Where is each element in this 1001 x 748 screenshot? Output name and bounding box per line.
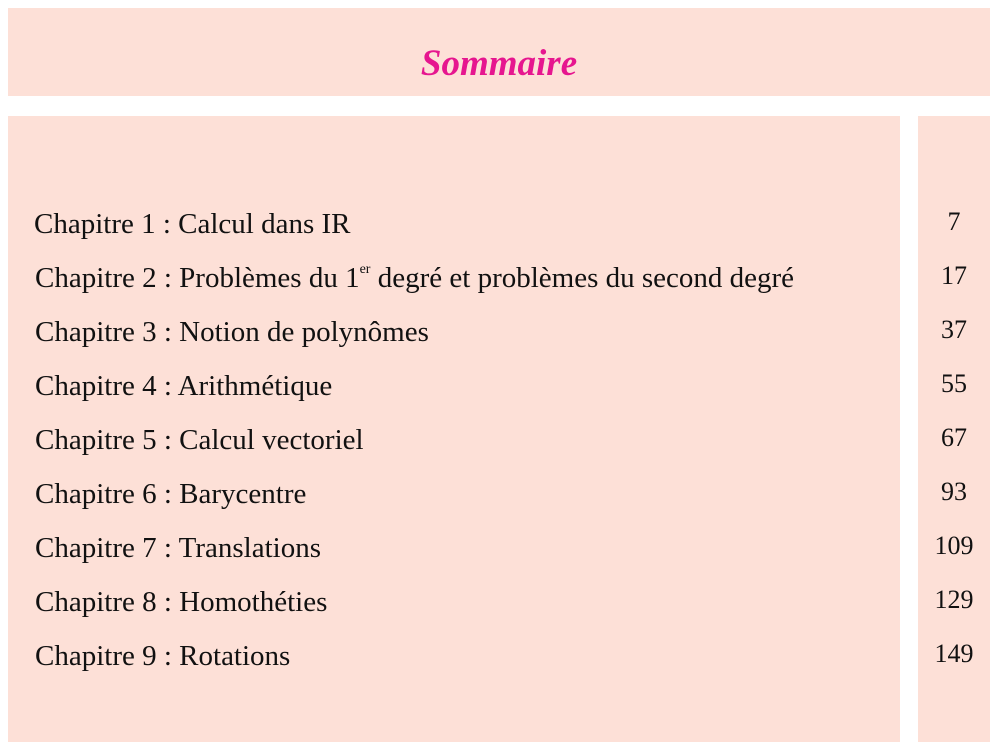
chapter-title-part: Chapitre 2 : Problèmes du 1: [35, 262, 360, 294]
page-number: 7: [947, 207, 961, 236]
page-number: 17: [941, 261, 967, 290]
page-title: Sommaire: [420, 43, 578, 84]
superscript: er: [359, 262, 371, 277]
chapter-title: Chapitre 4 : Arithmétique: [35, 370, 333, 402]
page-number: 37: [941, 315, 967, 344]
chapter-title: [35, 258, 794, 298]
chapter-title: Chapitre 9 : Rotations: [35, 640, 291, 672]
chapter-title: Chapitre 1 : Calcul dans IR: [34, 208, 351, 240]
chapter-title: Chapitre 3 : Notion de polynômes: [35, 316, 429, 348]
chapter-title: Chapitre 5 : Calcul vectoriel: [35, 424, 364, 456]
title-band: [8, 8, 990, 96]
page-number: 109: [934, 531, 974, 560]
page-number: 129: [934, 585, 974, 614]
toc-panel: [8, 116, 900, 742]
page-number: 67: [941, 423, 967, 452]
chapter-title: Chapitre 7 : Translations: [35, 532, 321, 564]
page-number: 149: [934, 639, 974, 668]
chapter-title: Chapitre 8 : Homothéties: [35, 586, 328, 618]
chapter-title-part: degré et problèmes du second degré: [370, 262, 795, 294]
page-number: 55: [941, 369, 967, 398]
page-number-panel: [918, 116, 990, 742]
page-number: 93: [941, 477, 967, 506]
chapter-title: Chapitre 6 : Barycentre: [35, 478, 307, 510]
